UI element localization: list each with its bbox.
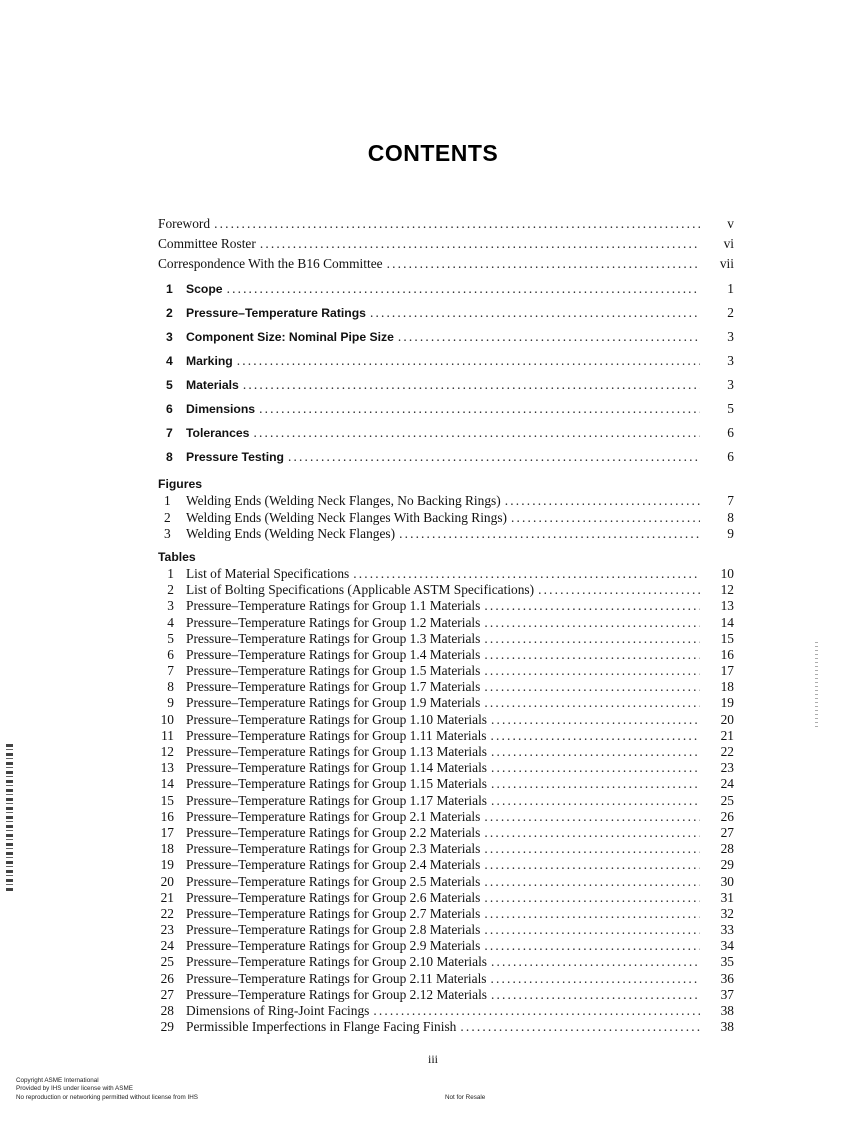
section-page: 5 xyxy=(727,401,734,417)
table-number-text: 29 xyxy=(160,1019,174,1035)
table-title: Dimensions of Ring-Joint Facings xyxy=(186,1003,370,1019)
dot-leader xyxy=(484,857,700,873)
toc-section-entry[interactable] xyxy=(158,421,734,445)
table-number xyxy=(158,793,186,809)
figure-page: 8 xyxy=(727,509,734,525)
table-title: Pressure–Temperature Ratings for Group 1.3 Materials xyxy=(186,630,481,646)
table-page: 31 xyxy=(720,889,734,905)
table-page: 33 xyxy=(720,922,734,938)
toc-entry-foreword[interactable] xyxy=(158,214,734,234)
toc-table-entry[interactable] xyxy=(158,857,734,873)
figure-number: 2 xyxy=(164,509,171,525)
figures-heading: Figures xyxy=(158,477,203,492)
toc-table-entry[interactable] xyxy=(158,760,734,776)
table-number-text: 26 xyxy=(160,970,174,986)
dot-leader xyxy=(484,663,700,679)
dot-leader xyxy=(491,987,700,1003)
table-number xyxy=(158,987,186,1003)
section-title: Pressure Testing xyxy=(186,450,284,465)
dot-leader xyxy=(484,615,700,631)
toc-table-entry[interactable] xyxy=(158,890,734,906)
dot-leader xyxy=(484,922,700,938)
dot-leader xyxy=(484,647,700,663)
toc-table-entry[interactable] xyxy=(158,938,734,954)
table-number xyxy=(158,728,186,744)
section-title: Scope xyxy=(186,282,223,297)
section-page: 6 xyxy=(727,449,734,465)
table-page: 14 xyxy=(720,614,734,630)
toc-section-entry[interactable] xyxy=(158,277,734,301)
figure-title: Welding Ends (Welding Neck Flanges) xyxy=(186,525,396,541)
figure-number: 1 xyxy=(164,493,171,509)
toc-section-entry[interactable] xyxy=(158,373,734,397)
table-title: Pressure–Temperature Ratings for Group 2.11 Materials xyxy=(186,970,487,986)
toc-table-entry[interactable] xyxy=(158,615,734,631)
table-number xyxy=(158,922,186,938)
toc-table-entry[interactable] xyxy=(158,744,734,760)
toc-entry-page: vi xyxy=(723,235,734,251)
toc-section-entry[interactable] xyxy=(158,301,734,325)
dot-leader xyxy=(484,938,700,954)
section-title: Tolerances xyxy=(186,426,250,441)
figure-page: 7 xyxy=(727,493,734,509)
table-number xyxy=(158,1003,186,1019)
toc-table-entry[interactable] xyxy=(158,922,734,938)
dot-leader xyxy=(484,890,700,906)
section-page: 3 xyxy=(727,377,734,393)
table-page: 25 xyxy=(720,792,734,808)
toc-table-entry[interactable] xyxy=(158,598,734,614)
dot-leader xyxy=(484,679,700,695)
table-title: List of Material Specifications xyxy=(186,565,350,581)
table-page: 27 xyxy=(720,824,734,840)
dot-leader xyxy=(484,809,700,825)
table-page: 29 xyxy=(720,857,734,873)
table-number xyxy=(158,566,186,582)
table-number xyxy=(158,663,186,679)
table-number-text: 23 xyxy=(160,922,174,938)
table-number xyxy=(158,841,186,857)
dot-leader xyxy=(484,695,700,711)
table-title: List of Bolting Specifications (Applicable ASTM Specifications) xyxy=(186,582,535,598)
table-page: 17 xyxy=(720,663,734,679)
table-number-text: 20 xyxy=(160,873,174,889)
table-number-text: 8 xyxy=(167,679,174,695)
table-number-text: 16 xyxy=(160,808,174,824)
toc-table-entry[interactable] xyxy=(158,825,734,841)
table-number-text: 11 xyxy=(161,727,174,743)
table-title: Pressure–Temperature Ratings for Group 2.10 Materials xyxy=(186,954,488,970)
dot-leader xyxy=(484,825,700,841)
section-title: Pressure–Temperature Ratings xyxy=(186,306,366,321)
table-title: Pressure–Temperature Ratings for Group 1.2 Materials xyxy=(186,614,481,630)
table-page: 36 xyxy=(720,970,734,986)
table-number xyxy=(158,1019,186,1035)
table-page: 13 xyxy=(720,598,734,614)
table-number xyxy=(158,631,186,647)
table-number-text: 28 xyxy=(160,1003,174,1019)
toc-figure-entry[interactable] xyxy=(158,526,734,542)
table-number-text: 3 xyxy=(167,598,174,614)
table-title: Pressure–Temperature Ratings for Group 2.2 Materials xyxy=(186,824,481,840)
dot-leader xyxy=(387,254,700,274)
section-number: 3 xyxy=(166,330,173,345)
table-page: 22 xyxy=(720,744,734,760)
toc-table-entry[interactable] xyxy=(158,776,734,792)
dot-leader xyxy=(237,349,700,373)
page-folio: iii xyxy=(427,1052,438,1066)
toc-section-entry[interactable] xyxy=(158,325,734,349)
table-page: 24 xyxy=(720,776,734,792)
section-title: Materials xyxy=(186,378,239,393)
table-title: Pressure–Temperature Ratings for Group 1.17 Materials xyxy=(186,792,488,808)
table-number-text: 17 xyxy=(160,824,174,840)
table-page: 32 xyxy=(720,905,734,921)
toc-table-entry[interactable] xyxy=(158,971,734,987)
section-title: Dimensions xyxy=(186,402,256,417)
table-number xyxy=(158,776,186,792)
table-title: Pressure–Temperature Ratings for Group 2.7 Materials xyxy=(186,905,481,921)
dot-leader xyxy=(491,744,700,760)
toc-table-entry[interactable] xyxy=(158,647,734,663)
tables-heading: Tables xyxy=(158,549,196,564)
table-of-contents xyxy=(158,214,734,1035)
dot-leader xyxy=(370,301,700,325)
dot-leader xyxy=(491,712,700,728)
dot-leader xyxy=(491,793,700,809)
toc-table-entry[interactable] xyxy=(158,663,734,679)
table-title: Pressure–Temperature Ratings for Group 2.1 Materials xyxy=(186,808,481,824)
dot-leader xyxy=(538,582,700,598)
section-number: 4 xyxy=(166,354,173,369)
dot-leader xyxy=(491,776,700,792)
dot-leader xyxy=(214,214,700,234)
table-number-text: 5 xyxy=(167,630,174,646)
table-title: Pressure–Temperature Ratings for Group 2.3 Materials xyxy=(186,841,481,857)
table-number-text: 21 xyxy=(160,889,174,905)
dot-leader xyxy=(398,325,700,349)
table-page: 34 xyxy=(720,938,734,954)
dot-leader xyxy=(491,971,700,987)
toc-table-entry[interactable] xyxy=(158,954,734,970)
table-number xyxy=(158,857,186,873)
toc-table-entry[interactable] xyxy=(158,695,734,711)
toc-table-entry[interactable] xyxy=(158,841,734,857)
footer-line-copyright: Copyright ASME International xyxy=(16,1077,99,1084)
dot-leader xyxy=(253,421,700,445)
figure-number: 3 xyxy=(164,525,171,541)
table-title: Pressure–Temperature Ratings for Group 1.7 Materials xyxy=(186,679,481,695)
dot-leader xyxy=(227,277,700,301)
table-page: 23 xyxy=(720,760,734,776)
section-number: 2 xyxy=(166,306,173,321)
table-number-text: 9 xyxy=(167,695,174,711)
table-page: 30 xyxy=(720,873,734,889)
table-number xyxy=(158,906,186,922)
dot-leader xyxy=(491,760,700,776)
table-page: 38 xyxy=(720,1019,734,1035)
section-number: 1 xyxy=(166,282,173,297)
section-page: 3 xyxy=(727,329,734,345)
table-number xyxy=(158,825,186,841)
toc-table-entry[interactable] xyxy=(158,874,734,890)
table-page: 19 xyxy=(720,695,734,711)
dot-leader xyxy=(259,397,700,421)
table-title: Pressure–Temperature Ratings for Group 1.11 Materials xyxy=(186,727,487,743)
toc-entry-label: Committee Roster xyxy=(158,235,256,251)
dot-leader xyxy=(484,631,700,647)
table-number xyxy=(158,954,186,970)
dot-leader xyxy=(373,1003,700,1019)
table-title: Pressure–Temperature Ratings for Group 2.5 Materials xyxy=(186,873,481,889)
table-title: Permissible Imperfections in Flange Facing Finish xyxy=(186,1019,457,1035)
section-title: Marking xyxy=(186,354,233,369)
section-page: 2 xyxy=(727,305,734,321)
dot-leader xyxy=(260,234,700,254)
table-number xyxy=(158,938,186,954)
table-number-text: 25 xyxy=(160,954,174,970)
dot-leader xyxy=(484,598,700,614)
toc-section-entry[interactable] xyxy=(158,445,734,469)
section-page: 1 xyxy=(727,281,734,297)
table-number-text: 15 xyxy=(160,792,174,808)
toc-table-entry[interactable] xyxy=(158,793,734,809)
table-title: Pressure–Temperature Ratings for Group 1.5 Materials xyxy=(186,663,481,679)
section-title: Component Size: Nominal Pipe Size xyxy=(186,330,394,345)
section-number: 6 xyxy=(166,402,173,417)
table-title: Pressure–Temperature Ratings for Group 1.4 Materials xyxy=(186,646,481,662)
table-number-text: 7 xyxy=(167,663,174,679)
table-number-text: 19 xyxy=(160,857,174,873)
table-number xyxy=(158,598,186,614)
dot-leader xyxy=(511,510,700,526)
table-number xyxy=(158,712,186,728)
figure-title: Welding Ends (Welding Neck Flanges With Backing Rings) xyxy=(186,509,507,525)
table-number-text: 18 xyxy=(160,841,174,857)
table-number xyxy=(158,647,186,663)
toc-table-entry[interactable] xyxy=(158,631,734,647)
table-title: Pressure–Temperature Ratings for Group 2.8 Materials xyxy=(186,922,481,938)
table-title: Pressure–Temperature Ratings for Group 1.14 Materials xyxy=(186,760,488,776)
sections-list xyxy=(158,277,734,469)
table-page: 18 xyxy=(720,679,734,695)
table-number xyxy=(158,582,186,598)
table-page: 37 xyxy=(720,986,734,1002)
scan-marks-right xyxy=(815,642,818,730)
toc-table-entry[interactable] xyxy=(158,566,734,582)
table-page: 35 xyxy=(720,954,734,970)
table-title: Pressure–Temperature Ratings for Group 2.4 Materials xyxy=(186,857,481,873)
footer-line-license: No reproduction or networking permitted without license from IHS xyxy=(16,1093,198,1101)
table-title: Pressure–Temperature Ratings for Group 1.9 Materials xyxy=(186,695,481,711)
section-number: 5 xyxy=(166,378,173,393)
dot-leader xyxy=(484,841,700,857)
table-title: Pressure–Temperature Ratings for Group 1.15 Materials xyxy=(186,776,488,792)
table-number-text: 27 xyxy=(160,986,174,1002)
dot-leader xyxy=(460,1019,700,1035)
table-number-text: 2 xyxy=(167,582,174,598)
toc-entry-correspondence[interactable] xyxy=(158,254,734,274)
table-title: Pressure–Temperature Ratings for Group 2.6 Materials xyxy=(186,889,481,905)
toc-table-entry[interactable] xyxy=(158,1003,734,1019)
toc-section-entry[interactable] xyxy=(158,397,734,421)
dot-leader xyxy=(243,373,700,397)
toc-table-entry[interactable] xyxy=(158,679,734,695)
table-number xyxy=(158,760,186,776)
not-for-resale-notice: Not for Resale xyxy=(445,1094,486,1101)
toc-figure-entry[interactable] xyxy=(158,493,734,509)
table-title: Pressure–Temperature Ratings for Group 1.10 Materials xyxy=(186,711,488,727)
table-number-text: 12 xyxy=(160,744,174,760)
dot-leader xyxy=(505,493,700,509)
toc-entry-label: Correspondence With the B16 Committee xyxy=(158,255,383,271)
table-number-text: 22 xyxy=(160,905,174,921)
section-page: 3 xyxy=(727,353,734,369)
section-number: 7 xyxy=(166,426,173,441)
table-page: 20 xyxy=(720,711,734,727)
toc-table-entry[interactable] xyxy=(158,906,734,922)
dot-leader xyxy=(491,728,700,744)
table-page: 26 xyxy=(720,808,734,824)
figure-page: 9 xyxy=(727,525,734,541)
table-number-text: 13 xyxy=(160,760,174,776)
figures-list xyxy=(158,493,734,542)
table-number xyxy=(158,744,186,760)
table-number xyxy=(158,679,186,695)
table-page: 38 xyxy=(720,1003,734,1019)
table-page: 12 xyxy=(720,582,734,598)
table-number-text: 14 xyxy=(160,776,174,792)
table-number xyxy=(158,874,186,890)
toc-table-entry[interactable] xyxy=(158,987,734,1003)
table-title: Pressure–Temperature Ratings for Group 1.1 Materials xyxy=(186,598,481,614)
toc-table-entry[interactable] xyxy=(158,809,734,825)
table-page: 28 xyxy=(720,841,734,857)
table-title: Pressure–Temperature Ratings for Group 2.9 Materials xyxy=(186,938,481,954)
table-page: 21 xyxy=(720,727,734,743)
table-number-text: 24 xyxy=(160,938,174,954)
table-number-text: 1 xyxy=(167,565,174,581)
dot-leader xyxy=(484,906,700,922)
toc-table-entry[interactable] xyxy=(158,712,734,728)
section-number: 8 xyxy=(166,450,173,465)
table-number xyxy=(158,695,186,711)
toc-section-entry[interactable] xyxy=(158,349,734,373)
table-number xyxy=(158,615,186,631)
dot-leader xyxy=(288,445,700,469)
page-title: CONTENTS xyxy=(367,140,499,166)
table-number-text: 4 xyxy=(167,614,174,630)
table-title: Pressure–Temperature Ratings for Group 1.13 Materials xyxy=(186,744,488,760)
dot-leader xyxy=(491,954,700,970)
figure-title: Welding Ends (Welding Neck Flanges, No Backing Rings) xyxy=(186,493,501,509)
toc-figure-entry[interactable] xyxy=(158,510,734,526)
dot-leader xyxy=(484,874,700,890)
toc-table-entry[interactable] xyxy=(158,1019,734,1035)
section-page: 6 xyxy=(727,425,734,441)
dot-leader xyxy=(353,566,700,582)
front-matter-list xyxy=(158,214,734,273)
table-title: Pressure–Temperature Ratings for Group 2.12 Materials xyxy=(186,986,488,1002)
dot-leader xyxy=(399,526,700,542)
table-page: 10 xyxy=(720,565,734,581)
scan-marks-left xyxy=(6,744,13,892)
table-page: 16 xyxy=(720,646,734,662)
table-number xyxy=(158,809,186,825)
table-number-text: 6 xyxy=(167,646,174,662)
toc-entry-page: v xyxy=(727,216,734,231)
toc-entry-page: vii xyxy=(719,255,734,271)
toc-entry-label: Foreword xyxy=(158,216,211,231)
toc-table-entry[interactable] xyxy=(158,582,734,598)
tables-list xyxy=(158,566,734,1035)
table-number xyxy=(158,971,186,987)
toc-entry-committee-roster[interactable] xyxy=(158,234,734,254)
footer-line-provider: Provided by IHS under license with ASME xyxy=(16,1085,133,1093)
table-page: 15 xyxy=(720,630,734,646)
table-number-text: 10 xyxy=(160,711,174,727)
toc-table-entry[interactable] xyxy=(158,728,734,744)
copyright-footer xyxy=(16,1077,198,1102)
table-number xyxy=(158,890,186,906)
